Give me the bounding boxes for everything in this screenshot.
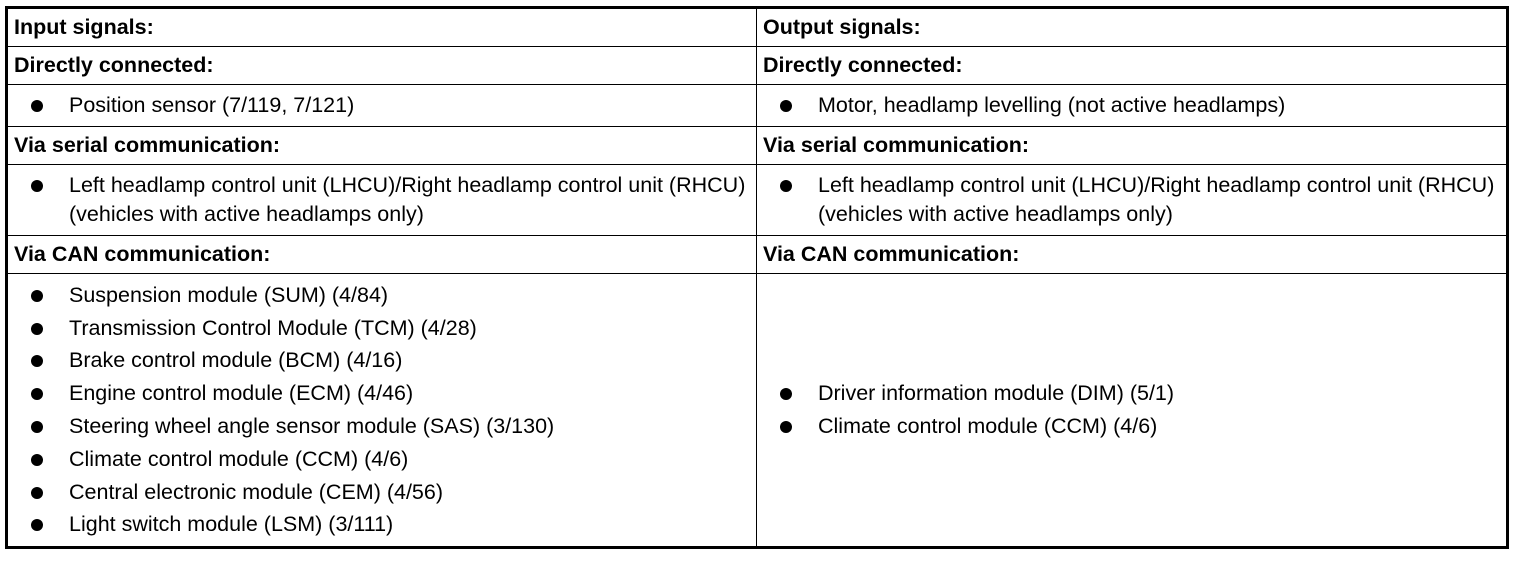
list-item-text: Position sensor (7/119, 7/121) — [69, 93, 355, 117]
list-item-text: Brake control module (BCM) (4/16) — [69, 348, 403, 373]
output-direct-list — [763, 91, 1506, 120]
list-item — [780, 377, 1506, 410]
bullet-icon — [780, 388, 792, 400]
list-item-text: Light switch module (LSM) (3/111) — [69, 512, 394, 537]
section-items-row — [7, 165, 1508, 236]
list-item — [31, 476, 756, 509]
list-item — [31, 171, 756, 229]
output-can-heading: Via CAN communication: — [757, 236, 1508, 274]
list-item — [31, 279, 756, 312]
section-heading-row — [7, 47, 1508, 85]
output-direct-heading: Directly connected: — [757, 47, 1508, 85]
list-item — [31, 377, 756, 410]
list-item-text: Left headlamp control unit (LHCU)/Right headlamp control unit (RHCU) (vehicles with active headlamps only) — [818, 173, 1495, 226]
output-serial-list — [763, 171, 1506, 229]
output-serial-heading: Via serial communication: — [757, 127, 1508, 165]
bullet-icon — [780, 180, 792, 192]
input-can-heading: Via CAN communication: — [7, 236, 757, 274]
list-item — [780, 91, 1506, 120]
list-item — [31, 410, 756, 443]
list-item — [780, 171, 1506, 229]
section-heading-row — [7, 236, 1508, 274]
table-header-row — [7, 8, 1508, 47]
input-direct-heading: Directly connected: — [7, 47, 757, 85]
section-items-row — [7, 274, 1508, 548]
section-heading-row — [7, 127, 1508, 165]
list-item — [31, 312, 756, 345]
input-can-list — [14, 279, 756, 541]
output-can-cell — [757, 274, 1508, 548]
list-item — [31, 508, 756, 541]
bullet-icon — [31, 290, 43, 302]
input-serial-heading: Via serial communication: — [7, 127, 757, 165]
signals-table — [5, 6, 1509, 549]
list-item-text: Central electronic module (CEM) (4/56) — [69, 479, 443, 504]
bullet-icon — [31, 388, 43, 400]
output-signals-header: Output signals: — [757, 8, 1508, 47]
bullet-icon — [31, 519, 43, 531]
input-serial-list — [14, 171, 756, 229]
bullet-icon — [780, 100, 792, 112]
bullet-icon — [31, 100, 43, 112]
bullet-icon — [31, 355, 43, 367]
list-item — [31, 91, 756, 120]
bullet-icon — [780, 421, 792, 433]
bullet-icon — [31, 323, 43, 335]
input-serial-cell — [7, 165, 757, 236]
list-item-text: Motor, headlamp levelling (not active headlamps) — [818, 93, 1286, 117]
list-item — [31, 443, 756, 476]
output-direct-cell — [757, 85, 1508, 127]
list-item — [31, 344, 756, 377]
bullet-icon — [31, 421, 43, 433]
bullet-icon — [31, 487, 43, 499]
output-can-list — [763, 377, 1506, 443]
section-items-row — [7, 85, 1508, 127]
list-item-text: Suspension module (SUM) (4/84) — [69, 282, 389, 307]
list-item-text: Left headlamp control unit (LHCU)/Right headlamp control unit (RHCU) (vehicles with active headlamps only) — [69, 173, 746, 226]
list-item — [780, 410, 1506, 443]
list-item-text: Steering wheel angle sensor module (SAS) (3/130) — [69, 414, 555, 438]
list-item-text: Climate control module (CCM) (4/6) — [69, 446, 409, 471]
input-can-cell — [7, 274, 757, 548]
list-item-text: Engine control module (ECM) (4/46) — [69, 381, 414, 406]
list-item-text: Driver information module (DIM) (5/1) — [818, 381, 1175, 406]
bullet-icon — [31, 454, 43, 466]
bullet-icon — [31, 180, 43, 192]
list-item-text: Transmission Control Module (TCM) (4/28) — [69, 315, 477, 340]
input-signals-header: Input signals: — [7, 8, 757, 47]
output-serial-cell — [757, 165, 1508, 236]
input-direct-cell — [7, 85, 757, 127]
list-item-text: Climate control module (CCM) (4/6) — [818, 414, 1158, 438]
input-direct-list — [14, 91, 756, 120]
